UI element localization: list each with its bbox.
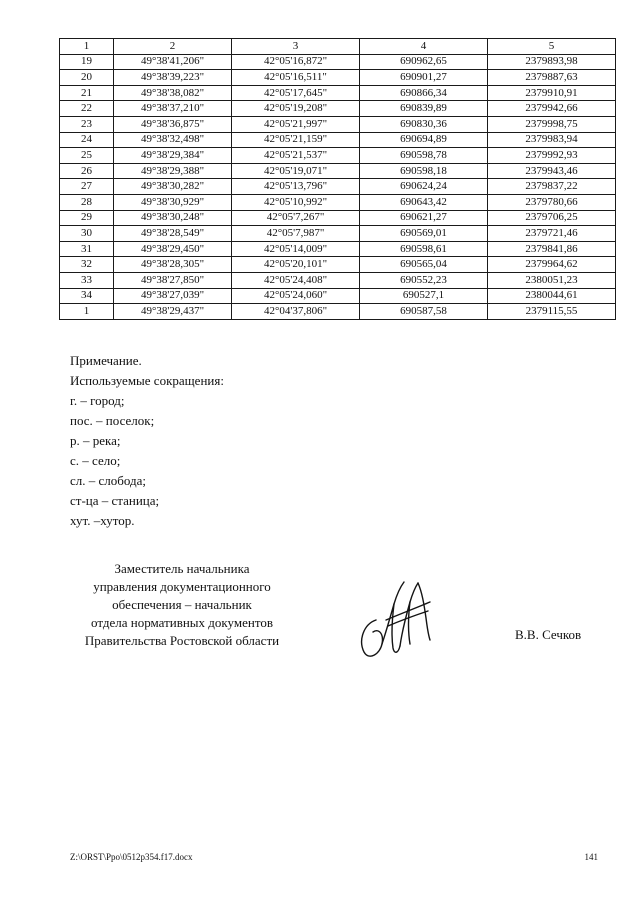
- abbreviations-note: [70, 351, 224, 531]
- table-cell: 690866,34: [360, 85, 488, 101]
- table-cell: 42°05'21,159": [232, 132, 360, 148]
- table-cell: 690552,23: [360, 272, 488, 288]
- table-cell: 42°05'21,537": [232, 148, 360, 164]
- table-cell: 690569,01: [360, 226, 488, 242]
- table-cell: 690587,58: [360, 304, 488, 320]
- note-line: Используемые сокращения:: [70, 373, 224, 388]
- table-cell: 20: [60, 70, 114, 86]
- table-row: [60, 54, 616, 70]
- column-header: 2: [114, 39, 232, 55]
- signer-title: [62, 560, 302, 650]
- signer-title-line: отдела нормативных документов: [91, 615, 273, 630]
- table-cell: 49°38'29,388": [114, 163, 232, 179]
- file-path: Z:\ORST\Ppo\0512p354.f17.docx: [70, 852, 193, 862]
- note-line: пос. – поселок;: [70, 413, 155, 428]
- table-cell: 49°38'27,850": [114, 272, 232, 288]
- table-row: [60, 257, 616, 273]
- table-cell: 690598,78: [360, 148, 488, 164]
- table-cell: 2380044,61: [488, 288, 616, 304]
- table-cell: 49°38'39,223": [114, 70, 232, 86]
- table-row: [60, 194, 616, 210]
- table-cell: 25: [60, 148, 114, 164]
- table-cell: 49°38'29,384": [114, 148, 232, 164]
- signer-title-line: Заместитель начальника: [114, 561, 250, 576]
- table-cell: 690621,27: [360, 210, 488, 226]
- table-cell: 42°05'17,645": [232, 85, 360, 101]
- table-cell: 49°38'41,206": [114, 54, 232, 70]
- table-row: [60, 272, 616, 288]
- table-cell: 2379706,25: [488, 210, 616, 226]
- table-row: [60, 210, 616, 226]
- table-cell: 31: [60, 241, 114, 257]
- table-cell: 2379910,91: [488, 85, 616, 101]
- table-cell: 690598,18: [360, 163, 488, 179]
- table-row: [60, 179, 616, 195]
- table-header-row: [60, 39, 616, 55]
- table-cell: 2379887,63: [488, 70, 616, 86]
- table-cell: 24: [60, 132, 114, 148]
- table-cell: 49°38'36,875": [114, 116, 232, 132]
- table-cell: 32: [60, 257, 114, 273]
- table-cell: 26: [60, 163, 114, 179]
- table-cell: 690643,42: [360, 194, 488, 210]
- table-cell: 2379837,22: [488, 179, 616, 195]
- note-line: хут. –хутор.: [70, 513, 135, 528]
- table-cell: 690527,1: [360, 288, 488, 304]
- table-cell: 42°04'37,806": [232, 304, 360, 320]
- table-cell: 690830,36: [360, 116, 488, 132]
- table-cell: 2379998,75: [488, 116, 616, 132]
- table-cell: 42°05'7,267": [232, 210, 360, 226]
- table-cell: 34: [60, 288, 114, 304]
- table-cell: 42°05'24,060": [232, 288, 360, 304]
- table-cell: 21: [60, 85, 114, 101]
- table-cell: 42°05'16,872": [232, 54, 360, 70]
- note-heading: Примечание.: [70, 353, 142, 368]
- note-line: г. – город;: [70, 393, 125, 408]
- table-cell: 690962,65: [360, 54, 488, 70]
- table-cell: 2379943,46: [488, 163, 616, 179]
- table-cell: 2379893,98: [488, 54, 616, 70]
- table-cell: 28: [60, 194, 114, 210]
- table-cell: 42°05'7,987": [232, 226, 360, 242]
- table-cell: 49°38'32,498": [114, 132, 232, 148]
- note-line: с. – село;: [70, 453, 121, 468]
- table-cell: 690839,89: [360, 101, 488, 117]
- table-cell: 42°05'21,997": [232, 116, 360, 132]
- table-row: [60, 70, 616, 86]
- table-cell: 33: [60, 272, 114, 288]
- table-cell: 19: [60, 54, 114, 70]
- table-cell: 2379992,93: [488, 148, 616, 164]
- table-row: [60, 85, 616, 101]
- table-cell: 690901,27: [360, 70, 488, 86]
- table-cell: 690694,89: [360, 132, 488, 148]
- table-cell: 49°38'38,082": [114, 85, 232, 101]
- table-row: [60, 116, 616, 132]
- table-cell: 49°38'30,282": [114, 179, 232, 195]
- table-cell: 42°05'24,408": [232, 272, 360, 288]
- table-cell: 49°38'37,210": [114, 101, 232, 117]
- column-header: 1: [60, 39, 114, 55]
- column-header: 3: [232, 39, 360, 55]
- note-line: ст-ца – станица;: [70, 493, 160, 508]
- table-cell: 690598,61: [360, 241, 488, 257]
- note-line: сл. – слобода;: [70, 473, 147, 488]
- table-cell: 49°38'30,248": [114, 210, 232, 226]
- signer-title-line: управления документационного: [93, 579, 271, 594]
- table-row: [60, 304, 616, 320]
- table-cell: 2379841,86: [488, 241, 616, 257]
- table-cell: 690624,24: [360, 179, 488, 195]
- table-cell: 2379983,94: [488, 132, 616, 148]
- table-cell: 2379115,55: [488, 304, 616, 320]
- table-row: [60, 148, 616, 164]
- table-cell: 49°38'29,437": [114, 304, 232, 320]
- table-row: [60, 241, 616, 257]
- column-header: 5: [488, 39, 616, 55]
- table-cell: 49°38'27,039": [114, 288, 232, 304]
- table-cell: 42°05'20,101": [232, 257, 360, 273]
- table-cell: 42°05'13,796": [232, 179, 360, 195]
- table-row: [60, 288, 616, 304]
- table-cell: 29: [60, 210, 114, 226]
- table-cell: 49°38'28,549": [114, 226, 232, 242]
- table-cell: 1: [60, 304, 114, 320]
- table-cell: 27: [60, 179, 114, 195]
- table-row: [60, 226, 616, 242]
- coordinates-table: [59, 38, 616, 320]
- table-cell: 49°38'28,305": [114, 257, 232, 273]
- table-row: [60, 132, 616, 148]
- table-cell: 2380051,23: [488, 272, 616, 288]
- signer-name: В.В. Сечков: [515, 627, 582, 642]
- table-cell: 690565,04: [360, 257, 488, 273]
- table-cell: 42°05'19,208": [232, 101, 360, 117]
- handwritten-signature: [356, 574, 434, 666]
- note-line: р. – река;: [70, 433, 121, 448]
- signer-title-line: обеспечения – начальник: [112, 597, 252, 612]
- table-cell: 42°05'10,992": [232, 194, 360, 210]
- table-cell: 2379721,46: [488, 226, 616, 242]
- table-cell: 2379780,66: [488, 194, 616, 210]
- table-cell: 42°05'16,511": [232, 70, 360, 86]
- table-cell: 2379964,62: [488, 257, 616, 273]
- table-cell: 42°05'19,071": [232, 163, 360, 179]
- table-cell: 2379942,66: [488, 101, 616, 117]
- table-cell: 23: [60, 116, 114, 132]
- table-cell: 30: [60, 226, 114, 242]
- table-cell: 22: [60, 101, 114, 117]
- page-number: 141: [584, 852, 598, 862]
- signer-title-line: Правительства Ростовской области: [84, 633, 280, 648]
- table-cell: 42°05'14,009": [232, 241, 360, 257]
- table-row: [60, 101, 616, 117]
- table-cell: 49°38'30,929": [114, 194, 232, 210]
- table-cell: 49°38'29,450": [114, 241, 232, 257]
- table-row: [60, 163, 616, 179]
- column-header: 4: [360, 39, 488, 55]
